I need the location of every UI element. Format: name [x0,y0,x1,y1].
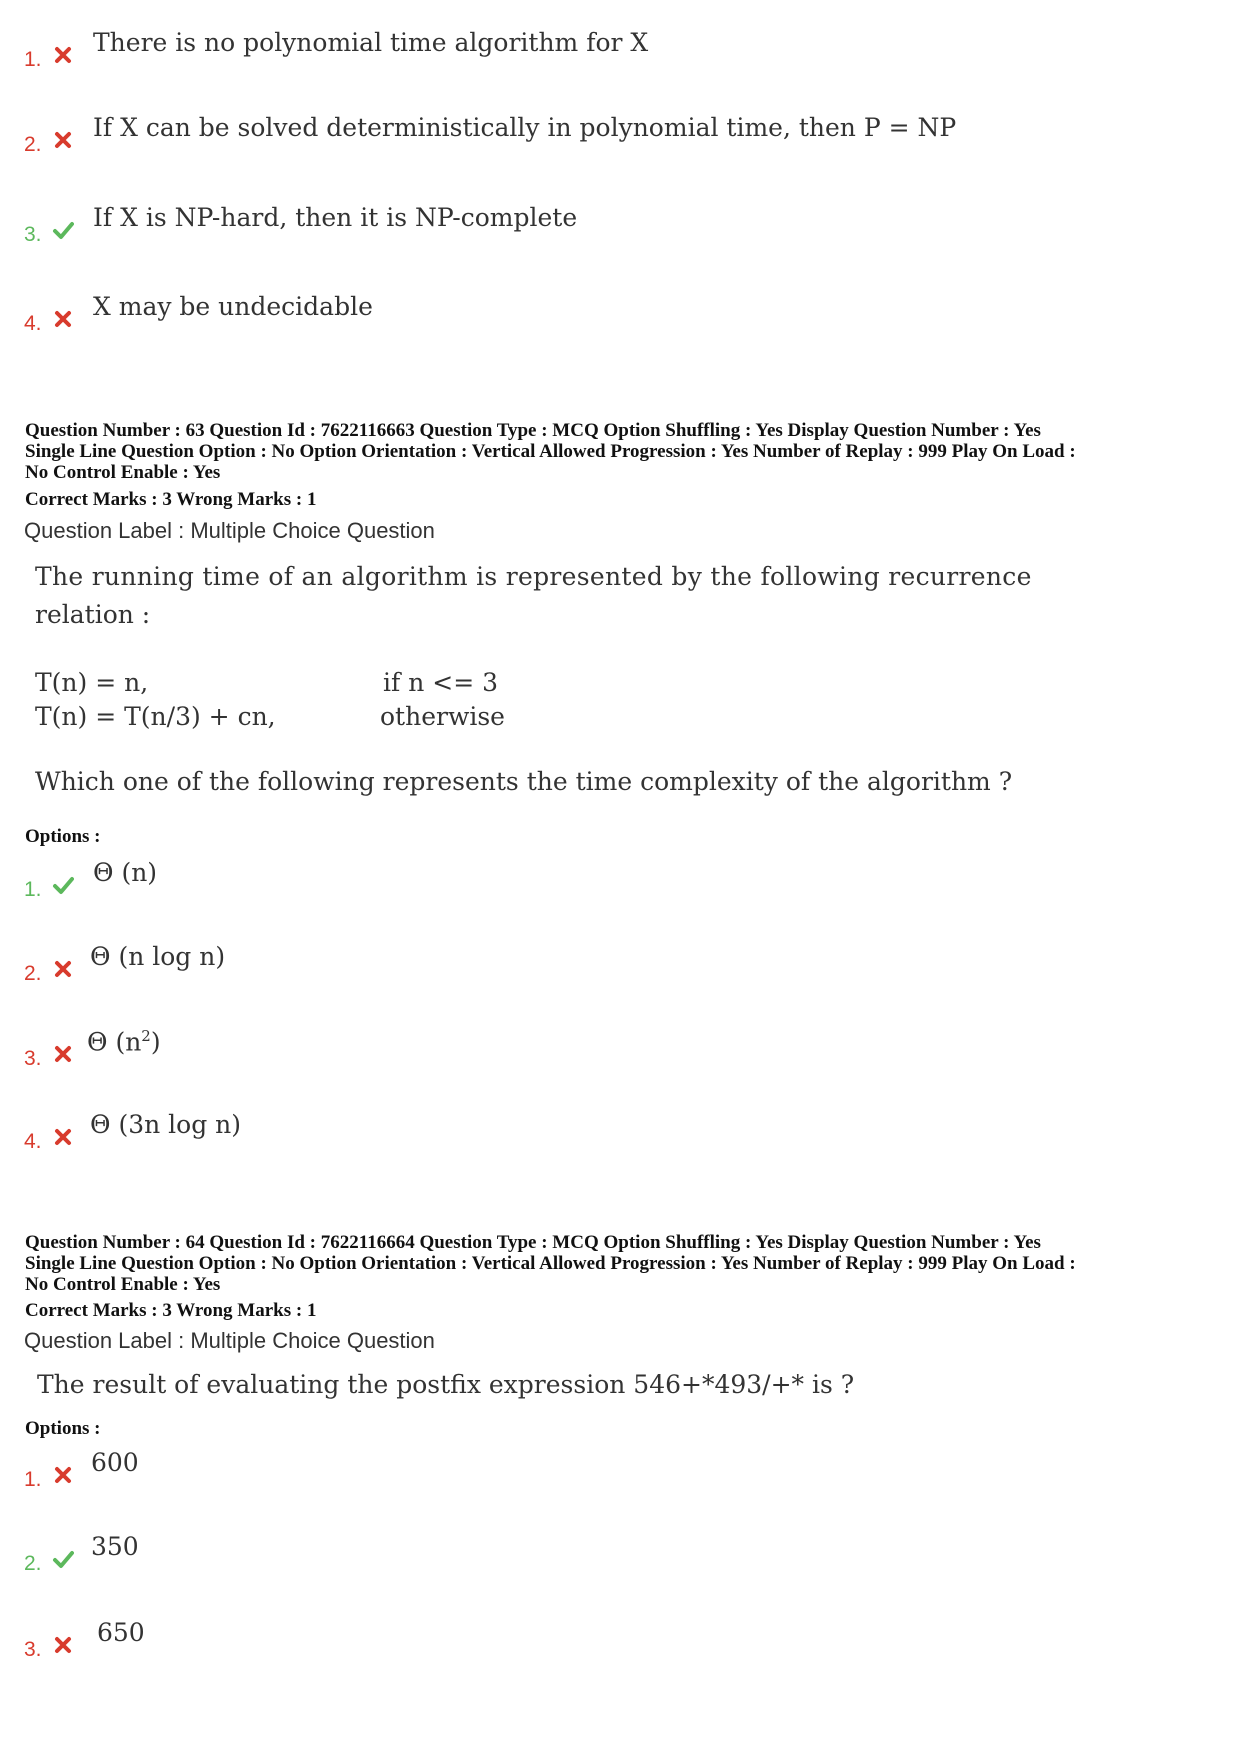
option-text [87,1027,161,1056]
option-text: There is no polynomial time algorithm for X [93,28,649,57]
q63-meta-line2: Single Line Question Option : No Option Orientation : Vertical Allowed Progression : Yes Number of Replay : 999 Play On Load : [25,441,1076,462]
option-text: 350 [91,1532,139,1561]
option-number: 1. [24,878,42,901]
q64-question: The result of evaluating the postfix expression 546+*493/+* is ? [37,1370,855,1399]
q63-question: Which one of the following represents the time complexity of the algorithm ? [35,767,1013,796]
option-text: 600 [91,1448,139,1477]
option-text: 650 [97,1618,145,1647]
cross-icon [52,1634,74,1656]
option-number: 2. [24,962,42,985]
q63-rec1-rhs: if n <= 3 [383,668,498,697]
option-text: Θ (n) [93,858,158,887]
q63-meta [25,420,1225,483]
cross-icon [52,308,74,330]
option-text: Θ (n log n) [90,942,226,971]
q64-label: Question Label : Multiple Choice Question [24,1328,435,1353]
option-number: 4. [24,1130,42,1153]
option-number: 3. [24,1047,42,1070]
q64-meta [25,1232,1225,1295]
option-number: 2. [24,133,42,156]
check-icon [52,219,74,241]
cross-icon [52,1043,74,1065]
q64-meta-line3: No Control Enable : Yes [25,1274,221,1295]
option-text: Θ (3n log n) [90,1110,242,1139]
q64-marks: Correct Marks : 3 Wrong Marks : 1 [25,1300,317,1321]
option-text-base: Θ (n [87,1027,142,1057]
cross-icon [52,44,74,66]
option-number: 3. [24,223,42,246]
q64-meta-line1: Question Number : 64 Question Id : 7622116664 Question Type : MCQ Option Shuffling : Yes Display Question Number : Yes [25,1232,1041,1253]
q63-rec2-lhs: T(n) = T(n/3) + cn, [35,702,276,731]
q64-options-label: Options : [25,1418,101,1439]
option-number: 3. [24,1638,42,1661]
q63-marks: Correct Marks : 3 Wrong Marks : 1 [25,489,317,510]
cross-icon [52,1464,74,1486]
option-text: If X can be solved deterministically in polynomial time, then P = NP [93,113,957,142]
option-number: 4. [24,312,42,335]
q63-label: Question Label : Multiple Choice Question [24,518,435,543]
q63-text-line2: relation : [35,600,151,629]
q63-meta-line3: No Control Enable : Yes [25,462,221,483]
option-number: 2. [24,1552,42,1575]
q63-rec1-lhs: T(n) = n, [35,668,149,697]
check-icon [52,874,74,896]
option-text: X may be undecidable [93,292,373,321]
q63-meta-line1: Question Number : 63 Question Id : 7622116663 Question Type : MCQ Option Shuffling : Yes Display Question Number : Yes [25,420,1041,441]
option-number: 1. [24,1468,42,1491]
q63-options-label: Options : [25,826,101,847]
option-text: If X is NP-hard, then it is NP-complete [93,203,578,232]
option-number: 1. [24,48,42,71]
q63-rec2-rhs: otherwise [380,702,505,731]
cross-icon [52,1126,74,1148]
cross-icon [52,958,74,980]
option-text-sup: 2 [141,1027,151,1045]
q64-meta-line2: Single Line Question Option : No Option Orientation : Vertical Allowed Progression : Yes Number of Replay : 999 Play On Load : [25,1253,1076,1274]
option-text-tail: ) [150,1027,161,1057]
check-icon [52,1548,74,1570]
q63-text-line1: The running time of an algorithm is represented by the following recurrence [35,562,1032,591]
cross-icon [52,129,74,151]
